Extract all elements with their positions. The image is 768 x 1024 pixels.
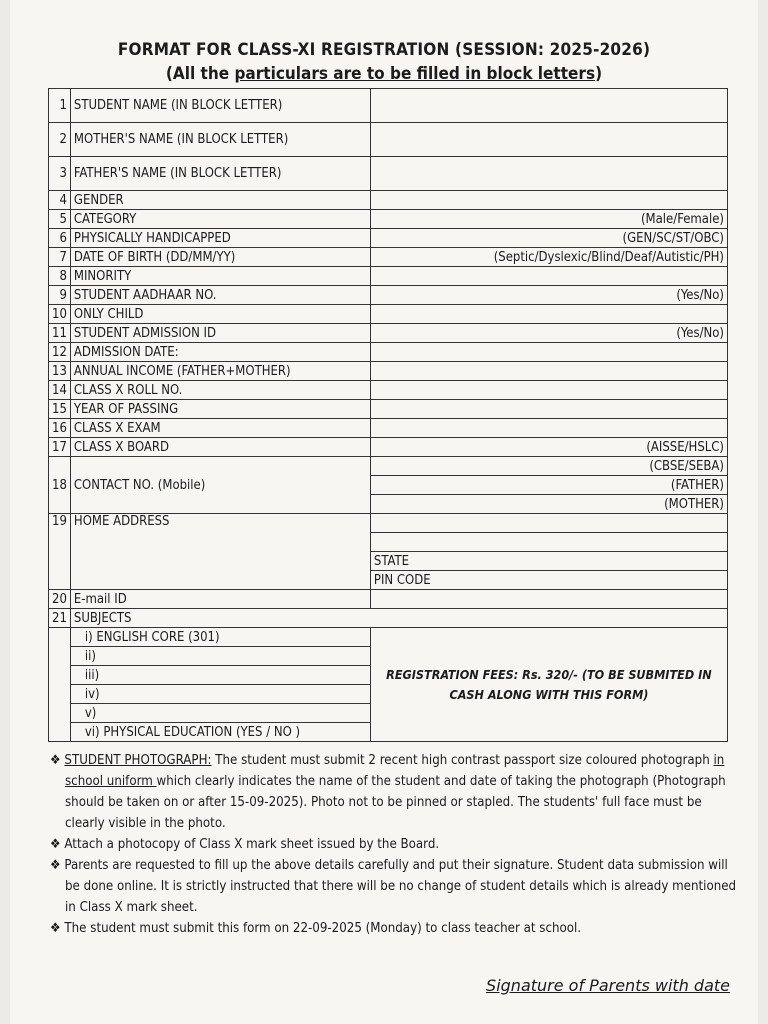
- row-number: 19: [49, 514, 71, 590]
- subject-1[interactable]: i) ENGLISH CORE (301): [70, 628, 370, 647]
- state-field[interactable]: STATE: [370, 552, 727, 571]
- pin-code-field[interactable]: PIN CODE: [370, 571, 727, 590]
- registration-form-page: [10, 0, 758, 1024]
- address-line-2-field[interactable]: [370, 533, 727, 552]
- row-number: 14: [49, 381, 71, 400]
- row-label-gender: GENDER: [70, 191, 370, 210]
- row-label-minority: MINORITY: [70, 267, 370, 286]
- form-title: FORMAT FOR CLASS-XI REGISTRATION (SESSION: 2025-2026): [117, 40, 651, 60]
- table-row: [49, 419, 728, 438]
- row-label-email: E-mail ID: [70, 590, 370, 609]
- board-hint: (CBSE/SEBA): [370, 457, 727, 476]
- fees-line-2: CASH ALONG WITH THIS FORM): [449, 686, 649, 702]
- father-contact-field[interactable]: (FATHER): [370, 476, 727, 495]
- row-number: 8: [49, 267, 71, 286]
- note-marksheet: [50, 834, 738, 855]
- row-number: 5: [49, 210, 71, 229]
- class-x-exam-field[interactable]: [370, 419, 727, 438]
- email-field[interactable]: [370, 590, 727, 609]
- table-row: [49, 89, 728, 123]
- table-row: [49, 324, 728, 343]
- row-label-subjects: SUBJECTS: [70, 609, 727, 628]
- note-text: Attach a photocopy of Class X mark sheet issued by the Board.: [64, 837, 440, 852]
- row-label-annual-income: ANNUAL INCOME (FATHER+MOTHER): [70, 362, 370, 381]
- row-label-mother-name: MOTHER'S NAME (IN BLOCK LETTER): [70, 123, 370, 157]
- subjects-spacer: [49, 628, 71, 742]
- row-number: 11: [49, 324, 71, 343]
- aadhaar-field[interactable]: (Yes/No): [370, 286, 727, 305]
- table-row: [49, 609, 728, 628]
- row-label-admission-id: STUDENT ADMISSION ID: [70, 324, 370, 343]
- admission-date-field[interactable]: [370, 343, 727, 362]
- note-parents: [50, 855, 738, 918]
- table-row: [49, 229, 728, 248]
- subtitle-underlined: particulars are to be filled in block letters: [234, 64, 596, 84]
- row-number: 12: [49, 343, 71, 362]
- row-number: 13: [49, 362, 71, 381]
- roll-no-field[interactable]: [370, 381, 727, 400]
- row-label-dob: DATE OF BIRTH (DD/MM/YY): [70, 248, 370, 267]
- row-number: 18: [49, 457, 71, 514]
- bullet-icon: ❖: [50, 858, 61, 873]
- row-number: 21: [49, 609, 71, 628]
- father-name-field[interactable]: [370, 157, 727, 191]
- fees-line-1: REGISTRATION FEES: Rs. 320/- (TO BE SUBMITED IN: [386, 666, 712, 682]
- form-subtitle: [10, 64, 758, 84]
- gender-field[interactable]: [370, 191, 727, 210]
- bullet-icon: ❖: [50, 921, 61, 936]
- note-heading: STUDENT PHOTOGRAPH:: [64, 753, 212, 768]
- bullet-icon: ❖: [50, 837, 61, 852]
- dob-field[interactable]: (Septic/Dyslexic/Blind/Deaf/Autistic/PH): [370, 248, 727, 267]
- table-row: [49, 286, 728, 305]
- subject-4[interactable]: iv): [70, 685, 370, 704]
- subject-3[interactable]: iii): [70, 666, 370, 685]
- subject-2[interactable]: ii): [70, 647, 370, 666]
- admission-id-field[interactable]: (Yes/No): [370, 324, 727, 343]
- table-row: [49, 305, 728, 324]
- row-number: 20: [49, 590, 71, 609]
- row-number: 16: [49, 419, 71, 438]
- note-text: The student must submit this form on 22-09-2025 (Monday) to class teacher at school.: [64, 921, 582, 936]
- mother-name-field[interactable]: [370, 123, 727, 157]
- category-field[interactable]: (Male/Female): [370, 210, 727, 229]
- row-label-class-x-exam: CLASS X EXAM: [70, 419, 370, 438]
- table-row: [49, 343, 728, 362]
- table-row: [49, 157, 728, 191]
- address-line-1-field[interactable]: [370, 514, 727, 533]
- subject-5[interactable]: v): [70, 704, 370, 723]
- row-number: 3: [49, 157, 71, 191]
- registration-fees-note: [370, 628, 727, 742]
- row-label-admission-date: ADMISSION DATE:: [70, 343, 370, 362]
- note-text: The student must submit 2 recent high contrast passport size coloured photograph: [211, 753, 714, 768]
- handicapped-field[interactable]: (GEN/SC/ST/OBC): [370, 229, 727, 248]
- class-x-board-field[interactable]: (AISSE/HSLC): [370, 438, 727, 457]
- table-row: [49, 590, 728, 609]
- mother-contact-field[interactable]: (MOTHER): [370, 495, 727, 514]
- note-underlined: in school uniform: [65, 753, 725, 789]
- parent-signature-label: Signature of Parents with date: [486, 976, 730, 995]
- instructions: [50, 750, 738, 939]
- table-row: [49, 362, 728, 381]
- row-label-home-address: HOME ADDRESS: [70, 514, 370, 590]
- table-row: [49, 628, 728, 647]
- table-row: [49, 123, 728, 157]
- table-row: [49, 457, 728, 476]
- row-number: 7: [49, 248, 71, 267]
- bullet-icon: ❖: [50, 753, 61, 768]
- row-label-handicapped: PHYSICALLY HANDICAPPED: [70, 229, 370, 248]
- only-child-field[interactable]: [370, 305, 727, 324]
- note-photograph: [50, 750, 738, 834]
- table-row: [49, 267, 728, 286]
- minority-field[interactable]: [370, 267, 727, 286]
- row-label-aadhaar: STUDENT AADHAAR NO.: [70, 286, 370, 305]
- row-number: 15: [49, 400, 71, 419]
- row-label-only-child: ONLY CHILD: [70, 305, 370, 324]
- row-number: 2: [49, 123, 71, 157]
- row-number: 4: [49, 191, 71, 210]
- row-label-year-of-passing: YEAR OF PASSING: [70, 400, 370, 419]
- table-row: [49, 210, 728, 229]
- note-submission: [50, 918, 738, 939]
- row-label-student-name: STUDENT NAME (IN BLOCK LETTER): [70, 89, 370, 123]
- subtitle-prefix: (All the: [165, 64, 235, 84]
- table-row: [49, 248, 728, 267]
- subject-6[interactable]: vi) PHYSICAL EDUCATION (YES / NO ): [70, 723, 370, 742]
- row-number: 9: [49, 286, 71, 305]
- row-label-contact: CONTACT NO. (Mobile): [70, 457, 370, 514]
- table-row: [49, 400, 728, 419]
- row-number: 1: [49, 89, 71, 123]
- row-number: 17: [49, 438, 71, 457]
- row-label-category: CATEGORY: [70, 210, 370, 229]
- table-row: [49, 438, 728, 457]
- table-row: [49, 514, 728, 533]
- year-of-passing-field[interactable]: [370, 400, 727, 419]
- row-number: 10: [49, 305, 71, 324]
- student-name-field[interactable]: [370, 89, 727, 123]
- row-label-father-name: FATHER'S NAME (IN BLOCK LETTER): [70, 157, 370, 191]
- registration-table: [48, 88, 728, 742]
- row-number: 6: [49, 229, 71, 248]
- row-label-class-x-board: CLASS X BOARD: [70, 438, 370, 457]
- annual-income-field[interactable]: [370, 362, 727, 381]
- note-text: which clearly indicates the name of the student and date of taking the photograph (Photograph should be taken on or after 15-09-2025). Photo not to be pinned or stapled. The students' full face must be clearly visible in the photo.: [65, 774, 726, 831]
- note-text: Parents are requested to fill up the above details carefully and put their signature. Student data submission will be done online. It is strictly instructed that there will be no change of student details which is already mentioned in Class X mark sheet.: [64, 858, 737, 915]
- row-label-roll-no: CLASS X ROLL NO.: [70, 381, 370, 400]
- table-row: [49, 191, 728, 210]
- subtitle-suffix: ): [595, 64, 603, 84]
- table-row: [49, 381, 728, 400]
